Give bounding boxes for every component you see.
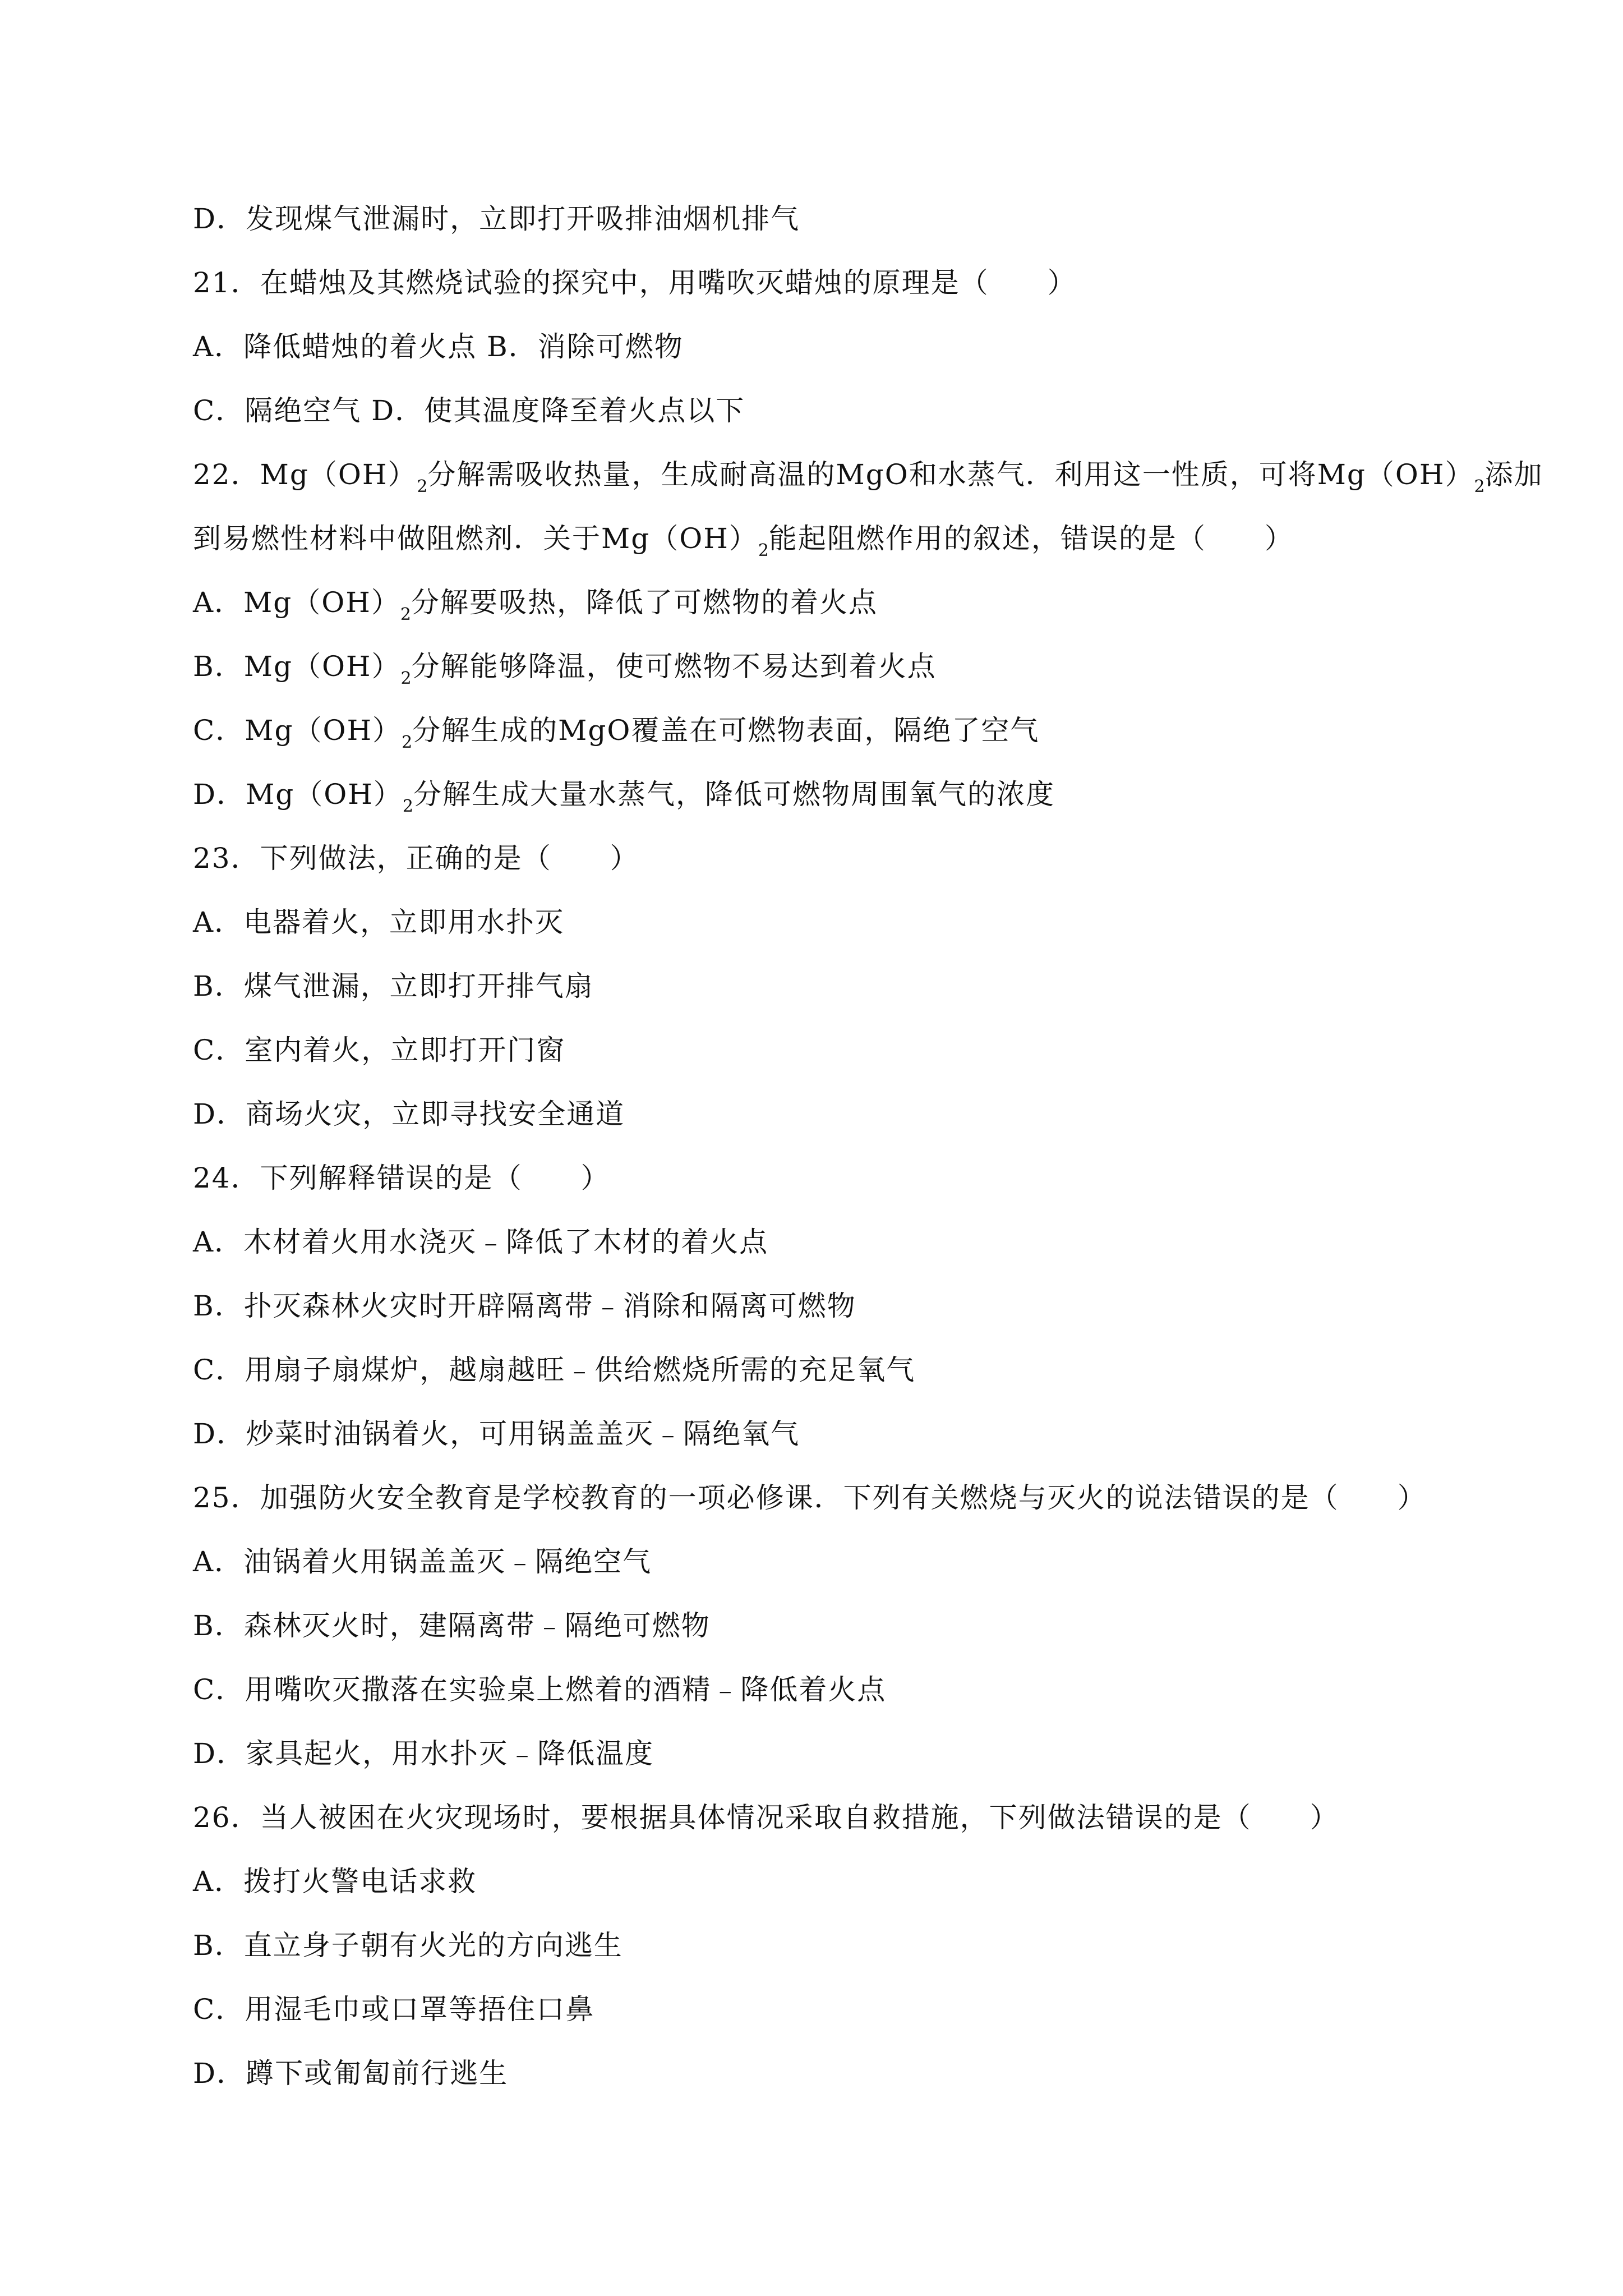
question-24: 24．下列解释错误的是（ ）	[193, 1162, 610, 1194]
question-24-option-d: D．炒菜时油锅着火，可用锅盖盖灭﹣隔绝氧气	[193, 1418, 800, 1450]
question-23-option-a: A．电器着火，立即用水扑灭	[193, 906, 565, 938]
question-23-option-b: B．煤气泄漏，立即打开排气扇	[193, 970, 594, 1002]
question-21-options-ab: A．降低蜡烛的着火点 B．消除可燃物	[193, 330, 684, 363]
question-23: 23．下列做法，正确的是（ ）	[193, 842, 639, 875]
option-text: A．Mg（OH）	[193, 586, 400, 619]
q22-text: 能起阻燃作用的叙述，错误的是（ ）	[768, 522, 1294, 555]
option-text: B．Mg（OH）	[193, 650, 401, 683]
question-24-option-c: C．用扇子扇煤炉，越扇越旺﹣供给燃烧所需的充足氧气	[193, 1354, 916, 1386]
document-body	[193, 202, 1543, 2120]
q22-text: 分解需吸收热量，生成耐高温的MgO和水蒸气．利用这一性质，可将Mg（OH）	[427, 458, 1474, 491]
q22-text: 到易燃性材料中做阻燃剂．关于Mg（OH）	[193, 522, 758, 555]
option-text: 分解要吸热，降低了可燃物的着火点	[411, 586, 878, 619]
question-25: 25．加强防火安全教育是学校教育的一项必修课．下列有关燃烧与灭火的说法错误的是（ ）	[193, 1481, 1427, 1514]
question-22-option-b	[193, 650, 1444, 688]
subscript: 2	[758, 541, 769, 560]
question-21-options-cd: C．隔绝空气 D．使其温度降至着火点以下	[193, 394, 745, 427]
question-21: 21．在蜡烛及其燃烧试验的探究中，用嘴吹灭蜡烛的原理是（ ）	[193, 266, 1077, 299]
option-20-d: D．发现煤气泄漏时，立即打开吸排油烟机排气	[193, 203, 800, 235]
question-26-option-d: D．蹲下或匍匐前行逃生	[193, 2057, 509, 2090]
question-25-option-b: B．森林灭火时，建隔离带﹣隔绝可燃物	[193, 1609, 711, 1642]
question-26-option-b: B．直立身子朝有火光的方向逃生	[193, 1929, 623, 1962]
q22-text: 添加	[1484, 458, 1543, 491]
option-text: 分解能够降温，使可燃物不易达到着火点	[411, 650, 937, 683]
question-25-option-a: A．油锅着火用锅盖盖灭﹣隔绝空气	[193, 1545, 652, 1578]
question-23-option-c: C．室内着火，立即打开门窗	[193, 1034, 566, 1066]
question-24-option-b: B．扑灭森林火灾时开辟隔离带﹣消除和隔离可燃物	[193, 1290, 856, 1322]
question-26-option-a: A．拨打火警电话求救	[193, 1865, 477, 1898]
question-26: 26．当人被困在火灾现场时，要根据具体情况采取自救措施，下列做法错误的是（ ）	[193, 1801, 1339, 1834]
option-text: D．Mg（OH）	[193, 778, 403, 811]
option-text: 分解生成大量水蒸气，降低可燃物周围氧气的浓度	[413, 778, 1055, 811]
question-25-option-c: C．用嘴吹灭撒落在实验桌上燃着的酒精﹣降低着火点	[193, 1673, 887, 1706]
q22-text: 22．Mg（OH）	[193, 458, 417, 491]
question-23-option-d: D．商场火灾，立即寻找安全通道	[193, 1098, 625, 1130]
option-text: C．Mg（OH）	[193, 714, 402, 747]
question-25-option-d: D．家具起火，用水扑灭﹣降低温度	[193, 1737, 654, 1770]
question-22-option-c	[193, 714, 1444, 752]
subscript: 2	[400, 669, 412, 688]
subscript: 2	[417, 477, 428, 496]
subscript: 2	[1474, 477, 1485, 496]
question-22-line-1	[193, 458, 1543, 496]
question-22-line-2	[193, 522, 1444, 560]
question-22-option-d	[193, 777, 1444, 816]
option-text: 分解生成的MgO覆盖在可燃物表面，隔绝了空气	[412, 714, 1040, 747]
question-26-option-c: C．用湿毛巾或口罩等捂住口鼻	[193, 1993, 595, 2026]
subscript: 2	[402, 797, 413, 816]
subscript: 2	[400, 605, 411, 624]
question-24-option-a: A．木材着火用水浇灭﹣降低了木材的着火点	[193, 1226, 769, 1258]
question-22-option-a	[193, 586, 1444, 624]
subscript: 2	[402, 733, 413, 752]
